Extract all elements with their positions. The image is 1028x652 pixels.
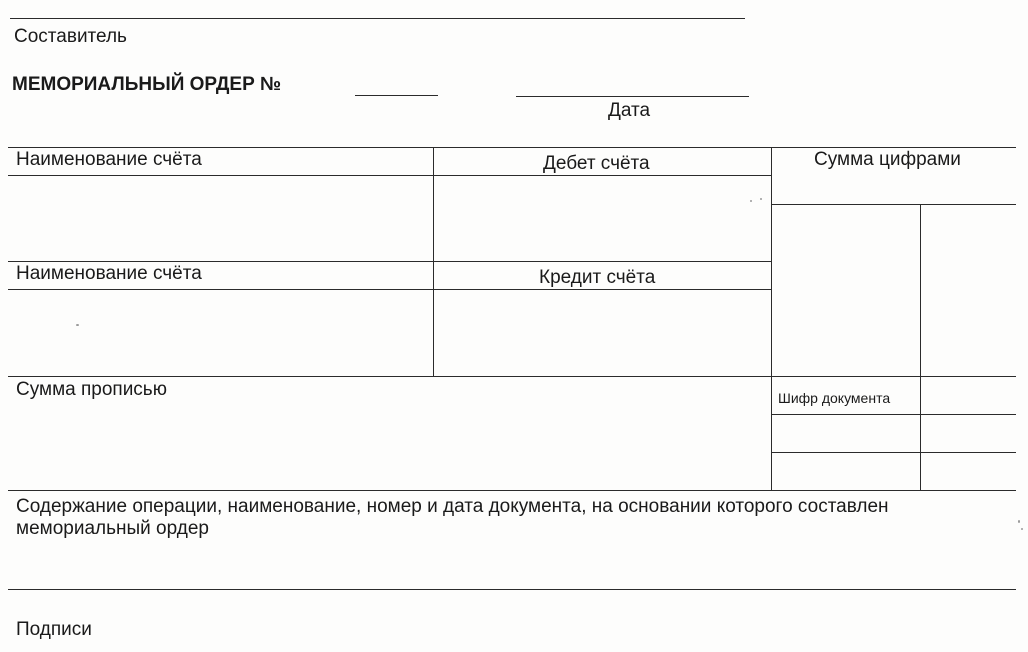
scan-speck: [1018, 520, 1020, 523]
form-title: МЕМОРИАЛЬНЫЙ ОРДЕР №: [12, 74, 282, 95]
credit-header-divider: [8, 289, 771, 290]
table-bottom-border: [8, 490, 1016, 491]
amount-subcolumn-divider: [920, 204, 921, 490]
compiler-signature-line: [10, 18, 745, 19]
scan-speck: [760, 198, 762, 200]
name-account-column-divider: [433, 147, 434, 376]
credit-account-name-label: Наименование счёта: [16, 263, 202, 284]
operation-content-label: Содержание операции, наименование, номер и дата документа, на основании которого составлен мемориальный ордер: [16, 496, 889, 539]
order-number-field[interactable]: [355, 95, 438, 96]
scan-speck: [750, 200, 752, 202]
scan-speck: [76, 324, 79, 326]
amount-column-left-border: [771, 147, 772, 490]
debit-credit-divider: [8, 261, 771, 262]
debit-account-name-label: Наименование счёта: [16, 149, 202, 170]
amount-figures-header-divider: [771, 204, 1016, 205]
compiler-label: Составитель: [14, 26, 127, 47]
signatures-label: Подписи: [16, 619, 92, 640]
debit-account-label: Дебет счёта: [543, 153, 650, 174]
date-field[interactable]: [516, 96, 749, 97]
amount-words-label: Сумма прописью: [16, 379, 167, 400]
amount-words-top-border: [8, 376, 1016, 377]
debit-header-divider: [8, 175, 771, 176]
operation-content-bottom-line: [8, 589, 1016, 590]
credit-account-label: Кредит счёта: [539, 267, 656, 288]
table-top-border: [8, 147, 1016, 148]
date-label: Дата: [608, 100, 651, 121]
scan-speck: [1021, 528, 1023, 530]
document-code-divider-2: [771, 452, 1016, 453]
document-code-label: Шифр документа: [778, 390, 891, 406]
amount-figures-label: Сумма цифрами: [814, 149, 961, 170]
document-code-divider-1: [771, 414, 1016, 415]
